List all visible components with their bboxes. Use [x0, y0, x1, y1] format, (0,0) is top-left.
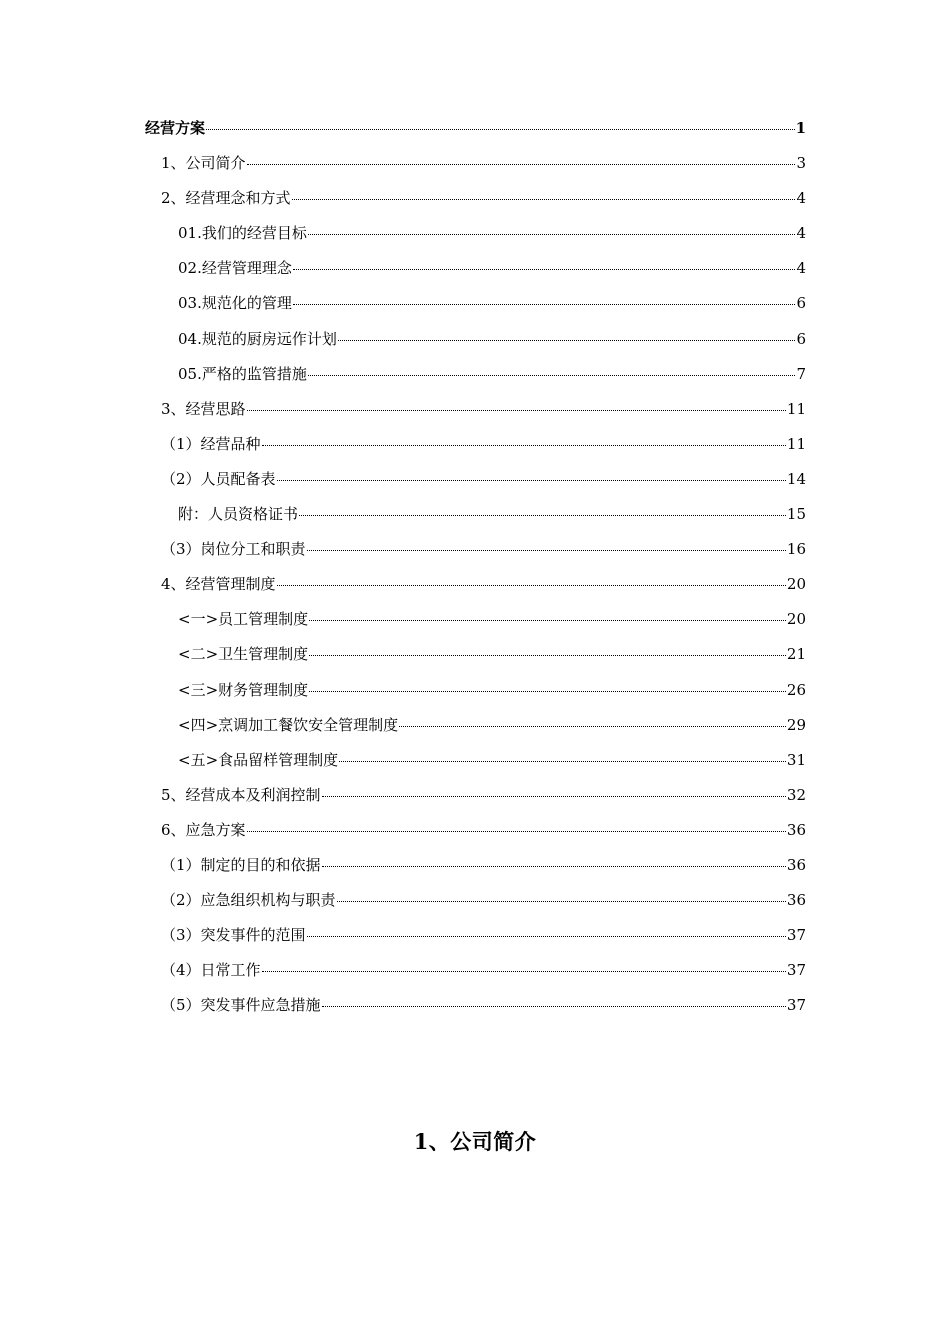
toc-dot-leader — [307, 549, 786, 551]
toc-entry-page-number: 11 — [786, 399, 806, 418]
toc-entry[interactable] — [145, 889, 806, 924]
toc-entry-label: 02.经营管理理念 — [178, 259, 292, 278]
toc-entry[interactable] — [145, 573, 806, 608]
toc-entry-page-number: 36 — [786, 820, 806, 839]
toc-entry[interactable] — [145, 784, 806, 819]
toc-dot-leader — [322, 795, 786, 797]
toc-entry-label: （2）人员配备表 — [161, 469, 276, 488]
toc-dot-leader — [339, 760, 786, 762]
toc-entry[interactable] — [145, 854, 806, 889]
toc-entry[interactable] — [145, 608, 806, 643]
toc-entry-page-number: 31 — [786, 750, 806, 769]
toc-entry-label: 5、经营成本及利润控制 — [161, 785, 321, 804]
toc-entry[interactable] — [145, 468, 806, 503]
toc-entry-label: 2、经营理念和方式 — [161, 189, 291, 208]
toc-dot-leader — [307, 935, 786, 937]
toc-entry-label: （3）岗位分工和职责 — [161, 540, 306, 559]
toc-entry-label: （1）经营品种 — [161, 434, 261, 453]
toc-entry-label: 4、经营管理制度 — [161, 575, 276, 594]
toc-entry[interactable] — [145, 959, 806, 994]
toc-entry-page-number: 4 — [796, 224, 806, 243]
toc-entry[interactable] — [145, 819, 806, 854]
toc-entry[interactable] — [145, 222, 806, 257]
toc-dot-leader — [262, 444, 786, 446]
toc-entry-page-number: 37 — [786, 926, 806, 945]
toc-entry-page-number: 16 — [786, 540, 806, 559]
toc-entry-label: 附：人员资格证书 — [178, 505, 299, 524]
toc-dot-leader — [322, 865, 786, 867]
toc-entry-page-number: 15 — [786, 505, 806, 524]
toc-entry-page-number: 6 — [796, 329, 806, 348]
toc-entry[interactable] — [145, 433, 806, 468]
toc-entry-page-number: 37 — [786, 996, 806, 1015]
toc-dot-leader — [337, 900, 786, 902]
toc-dot-leader — [399, 725, 786, 727]
toc-entry[interactable] — [145, 187, 806, 222]
toc-entry-label: 01.我们的经营目标 — [178, 224, 307, 243]
toc-dot-leader — [309, 654, 786, 656]
toc-dot-leader — [293, 268, 796, 270]
toc-dot-leader — [322, 1005, 786, 1007]
toc-entry[interactable] — [145, 292, 806, 327]
toc-dot-leader — [293, 303, 796, 305]
toc-dot-leader — [247, 409, 786, 411]
toc-dot-leader — [292, 198, 796, 200]
toc-entry[interactable] — [145, 117, 806, 152]
toc-entry-label: 03.规范化的管理 — [178, 294, 292, 313]
toc-entry-label: <四>烹调加工餐饮安全管理制度 — [178, 715, 399, 734]
toc-entry-page-number: 36 — [786, 855, 806, 874]
toc-entry[interactable] — [145, 363, 806, 398]
toc-entry-label: （5）突发事件应急措施 — [161, 996, 321, 1015]
toc-entry-label: <一>员工管理制度 — [178, 610, 309, 629]
toc-entry[interactable] — [145, 328, 806, 363]
toc-entry-page-number: 3 — [796, 154, 806, 173]
toc-entry-page-number: 21 — [786, 645, 806, 664]
toc-dot-leader — [277, 584, 786, 586]
table-of-contents — [145, 117, 806, 1029]
toc-entry-page-number: 37 — [786, 961, 806, 980]
toc-entry-page-number: 1 — [795, 119, 806, 137]
toc-dot-leader — [309, 619, 786, 621]
toc-entry-page-number: 20 — [786, 610, 806, 629]
toc-entry-page-number: 36 — [786, 891, 806, 910]
toc-entry-label: 3、经营思路 — [161, 399, 246, 418]
toc-entry[interactable] — [145, 257, 806, 292]
toc-entry-label: 6、应急方案 — [161, 820, 246, 839]
toc-entry[interactable] — [145, 749, 806, 784]
toc-entry-page-number: 4 — [796, 259, 806, 278]
toc-entry-label: 05.严格的监管措施 — [178, 364, 307, 383]
toc-entry-page-number: 4 — [796, 189, 806, 208]
toc-entry[interactable] — [145, 994, 806, 1029]
toc-entry-page-number: 29 — [786, 715, 806, 734]
toc-dot-leader — [308, 233, 796, 235]
toc-entry-label: 1、公司简介 — [161, 154, 246, 173]
toc-dot-leader — [299, 514, 786, 516]
toc-dot-leader — [338, 339, 796, 341]
toc-entry-label: （1）制定的目的和依据 — [161, 855, 321, 874]
toc-entry-label: <五>食品留样管理制度 — [178, 750, 339, 769]
toc-entry-page-number: 11 — [786, 434, 806, 453]
toc-dot-leader — [206, 128, 795, 130]
toc-entry-label: <二>卫生管理制度 — [178, 645, 309, 664]
toc-entry[interactable] — [145, 398, 806, 433]
toc-entry[interactable] — [145, 714, 806, 749]
toc-dot-leader — [247, 163, 796, 165]
toc-entry[interactable] — [145, 924, 806, 959]
toc-entry-page-number: 6 — [796, 294, 806, 313]
toc-entry-label: 经营方案 — [145, 119, 206, 137]
toc-entry[interactable] — [145, 643, 806, 678]
toc-entry-page-number: 26 — [786, 680, 806, 699]
toc-dot-leader — [262, 970, 786, 972]
toc-dot-leader — [247, 830, 786, 832]
toc-entry[interactable] — [145, 538, 806, 573]
toc-entry-page-number: 20 — [786, 575, 806, 594]
toc-dot-leader — [277, 479, 786, 481]
toc-entry-page-number: 7 — [796, 364, 806, 383]
toc-dot-leader — [308, 374, 796, 376]
section-heading: 1、公司简介 — [413, 1129, 537, 1154]
toc-entry-page-number: 32 — [786, 785, 806, 804]
toc-dot-leader — [309, 690, 786, 692]
toc-entry-label: （2）应急组织机构与职责 — [161, 891, 336, 910]
toc-entry[interactable] — [145, 152, 806, 187]
toc-entry-label: （3）突发事件的范围 — [161, 926, 306, 945]
toc-entry[interactable] — [145, 503, 806, 538]
toc-entry-label: （4）日常工作 — [161, 961, 261, 980]
toc-entry-label: <三>财务管理制度 — [178, 680, 309, 699]
toc-entry[interactable] — [145, 679, 806, 714]
toc-entry-page-number: 14 — [786, 469, 806, 488]
toc-entry-label: 04.规范的厨房远作计划 — [178, 329, 337, 348]
